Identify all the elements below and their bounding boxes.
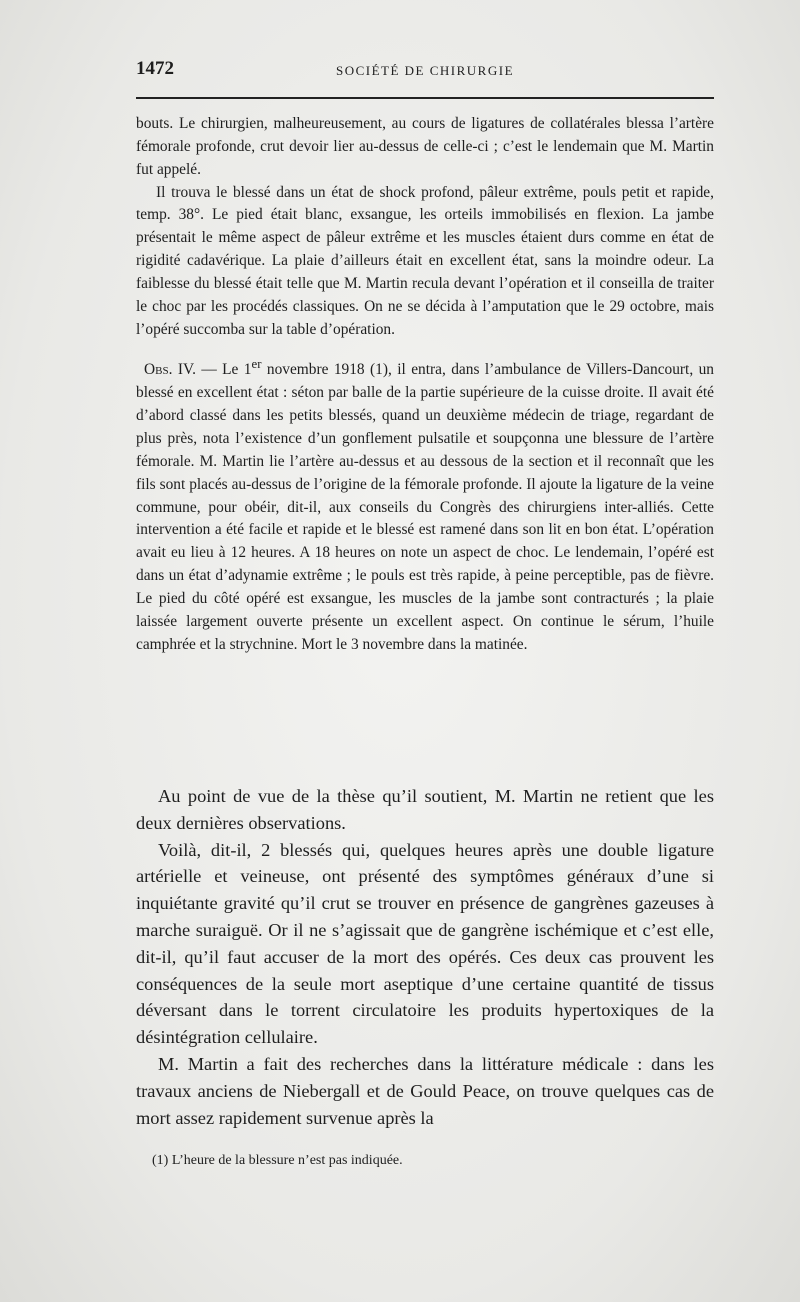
observation-section <box>136 113 714 657</box>
header-rule <box>136 97 714 99</box>
paragraph-thesis: Au point de vue de la thèse qu’il soutient, M. Martin ne retient que les deux dernières observations. <box>136 786 714 833</box>
page-header <box>136 58 714 84</box>
observation-iv <box>136 353 714 656</box>
page-number: 1472 <box>136 58 174 79</box>
paragraph-literature: M. Martin a fait des recherches dans la littérature médicale : dans les travaux anciens de Niebergall et de Gould Peace, on trouve quelques cas de mort assez rapidement survenue après la <box>136 1053 714 1128</box>
running-title: SOCIÉTÉ DE CHIRURGIE <box>335 63 515 78</box>
observation-text: novembre 1918 (1), il entra, dans l’ambulance de Villers-Dancourt, un blessé en excellent état : séton par balle de la partie supérieure de la cuisse droite. Il avait été d’abord classé dans les petits blessés, quand un deuxième médecin de triage, regardant de plus près, nota l’existence d’un gonflement pulsatile et soupçonna une blessure de l’artère fémorale. M. Martin lie l’artère au-dessus et au dessous de la section et il reconnaît que les fils sont placés au-dessus de l’origine de la fémorale profonde. Il ajoute la ligature de la veine commune, pour obéir, dit-il, aux conseils du Congrès des chirurgiens inter-alliés. Cette intervention a été facile et rapide et le blessé est ramené dans son lit en bon état. L’opération avait eu lieu à 12 heures. A 18 heures on note un aspect de choc. Le lendemain, l’opéré est dans un état d’adynamie extrême ; le pouls est très rapide, à peine perceptible, pas de fièvre. Le pied du côté opéré est exsangue, les muscles de la jambe sont contracturés ; la plaie laissée largement ouverte présente un excellent aspect. On continue le sérum, l’huile camphrée et la strychnine. Mort le 3 novembre dans la matinée. <box>136 361 714 653</box>
footnote: (1) L’heure de la blessure n’est pas indiquée. <box>152 1153 403 1168</box>
discussion-section <box>136 783 714 1131</box>
observation-date-prefix: — Le 1 <box>195 361 252 379</box>
paragraph-continuation: bouts. Le chirurgien, malheureusement, au cours de ligatures de collatérales blessa l’artère fémorale profonde, crut devoir lier au-dessus de celle-ci ; c’est le lendemain que M. Martin fut appelé. <box>136 115 714 178</box>
observation-date-superscript: er <box>251 357 262 372</box>
observation-label: Obs. IV. <box>144 361 196 379</box>
paragraph-two-wounded: Voilà, dit-il, 2 blessés qui, quelques heures après une double ligature artérielle et veineuse, ont présenté des symptômes généraux d’une si inquiétante gravité qu’il crut se trouver en présence de gangrènes gazeuses à marche suraiguë. Or il ne s’agissait que de gangrène ischémique et c’est elle, dit-il, qu’il faut accuser de la mort des opérés. Ces deux cas prouvent les conséquences de la seule mort aseptique d’une certaine quantité de tissus déversant dans le torrent circulatoire les produits hypertoxiques de la désintégration cellulaire. <box>136 839 714 1048</box>
paragraph-shock-description: Il trouva le blessé dans un état de shock profond, pâleur extrême, pouls petit et rapide, temp. 38°. Le pied était blanc, exsangue, les orteils immobilisés en flexion. La jambe présentait le même aspect de pâleur extrême et les muscles étaient durs comme en état de rigidité cadavérique. La plaie d’ailleurs était en excellent état, sans la moindre odeur. La faiblesse du blessé était telle que M. Martin recula devant l’opération et il conseilla de traiter le choc par les procédés classiques. On ne se décida à l’amputation que le 29 octobre, mais l’opéré succomba sur la table d’opération. <box>136 183 714 338</box>
